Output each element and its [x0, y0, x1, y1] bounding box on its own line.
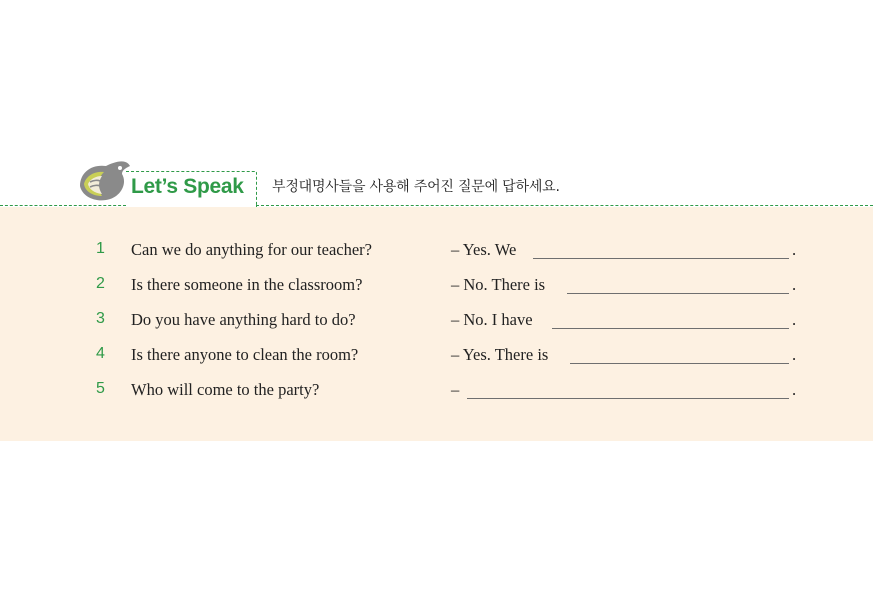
section-header — [0, 150, 873, 208]
answer-prefix: – Yes. We — [451, 240, 517, 259]
question-text: Who will come to the party? — [131, 380, 320, 399]
answer-end: . — [792, 310, 797, 329]
exercise-row — [0, 238, 873, 264]
answer-prefix: – No. There is — [451, 275, 546, 294]
exercise-number: 1 — [96, 240, 105, 257]
answer-end: . — [792, 345, 797, 364]
exercise-row — [0, 308, 873, 334]
exercise-panel — [0, 207, 873, 441]
answer-blank[interactable] — [467, 398, 789, 399]
answer-end: . — [792, 275, 797, 294]
exercise-row — [0, 378, 873, 404]
answer-blank[interactable] — [567, 293, 789, 294]
answer-prefix: – No. I have — [451, 310, 533, 329]
dashed-divider-left — [0, 205, 126, 206]
question-text: Is there someone in the classroom? — [131, 275, 363, 294]
question-text: Do you have anything hard to do? — [131, 310, 356, 329]
instruction-text: 부정대명사들을 사용해 주어진 질문에 답하세요. — [272, 179, 560, 195]
exercise-number: 2 — [96, 275, 105, 292]
answer-prefix: – — [451, 380, 460, 399]
speech-bird-icon — [76, 154, 132, 208]
exercise-row — [0, 273, 873, 299]
exercise-number: 3 — [96, 310, 105, 327]
answer-blank[interactable] — [533, 258, 789, 259]
question-text: Can we do anything for our teacher? — [131, 240, 372, 259]
section-title: Let’s Speak — [131, 175, 244, 198]
question-text: Is there anyone to clean the room? — [131, 345, 359, 364]
answer-end: . — [792, 240, 797, 259]
answer-blank[interactable] — [552, 328, 789, 329]
exercise-row — [0, 343, 873, 369]
answer-prefix: – Yes. There is — [451, 345, 549, 364]
dashed-divider-right — [256, 205, 873, 206]
title-tab — [126, 171, 257, 207]
answer-end: . — [792, 380, 797, 399]
exercise-number: 5 — [96, 380, 105, 397]
answer-blank[interactable] — [570, 363, 789, 364]
exercise-number: 4 — [96, 345, 105, 362]
